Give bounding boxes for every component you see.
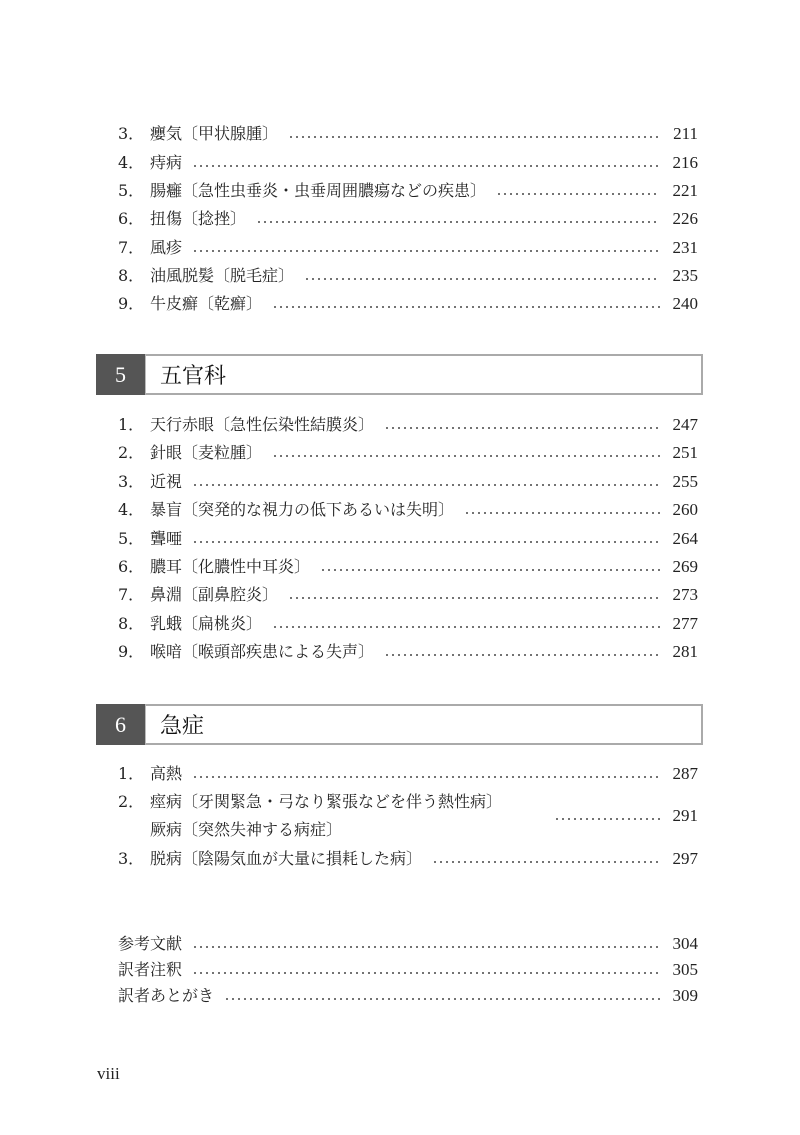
toc-entry[interactable]: [118, 583, 698, 607]
toc-entry-back-matter[interactable]: [118, 958, 698, 982]
dot-leader: [192, 250, 660, 252]
dot-leader: [272, 306, 660, 308]
entry-title: 脱病〔陰陽気血が大量に損耗した病〕: [150, 849, 423, 868]
toc-entry[interactable]: [118, 762, 698, 786]
toc-entry-back-matter[interactable]: [118, 932, 698, 956]
entry-number: 3．: [118, 124, 145, 143]
entry-page: 221: [672, 181, 698, 200]
entry-number: 2．: [118, 443, 145, 462]
entry-title: 参考文献: [118, 934, 183, 953]
entry-number: 9．: [118, 294, 145, 313]
dot-leader: [272, 455, 660, 457]
dot-leader: [272, 626, 660, 628]
toc-entry[interactable]: [118, 151, 698, 175]
entry-title: 風疹: [150, 238, 183, 257]
entry-title: 腸癰〔急性虫垂炎・虫垂周囲膿瘍などの疾患〕: [150, 181, 487, 200]
dot-leader: [192, 484, 660, 486]
entry-page: 255: [672, 472, 698, 491]
entry-title: 膿耳〔化膿性中耳炎〕: [150, 557, 311, 576]
entry-page: 309: [672, 986, 698, 1005]
dot-leader: [192, 541, 660, 543]
entry-number: 4．: [118, 500, 145, 519]
entry-page: 240: [672, 294, 698, 313]
toc-entry[interactable]: [118, 292, 698, 316]
entry-number: 8．: [118, 614, 145, 633]
entry-title: 訳者あとがき: [118, 986, 215, 1005]
entry-title: 痔病: [150, 153, 183, 172]
dot-leader: [432, 861, 660, 863]
dot-leader: [192, 165, 660, 167]
entry-title: 天行赤眼〔急性伝染性結膜炎〕: [150, 415, 375, 434]
entry-page: 264: [672, 529, 698, 548]
entry-number: 9．: [118, 642, 145, 661]
dot-leader: [192, 776, 660, 778]
toc-entry[interactable]: [118, 612, 698, 636]
toc-entry[interactable]: [118, 527, 698, 551]
dot-leader: [288, 597, 660, 599]
toc-entry[interactable]: [118, 236, 698, 260]
entry-title: 乳蛾〔扁桃炎〕: [150, 614, 263, 633]
entry-number: 6．: [118, 557, 145, 576]
entry-number: 7．: [118, 238, 145, 257]
dot-leader: [288, 136, 660, 138]
toc-entry[interactable]: [118, 441, 698, 465]
toc-entry[interactable]: [118, 413, 698, 437]
dot-leader: [384, 654, 660, 656]
entry-title: 牛皮癬〔乾癬〕: [150, 294, 263, 313]
toc-entry[interactable]: [118, 470, 698, 494]
page-folio: viii: [97, 1064, 120, 1083]
entry-title: 針眼〔麦粒腫〕: [150, 443, 263, 462]
entry-page: 304: [672, 934, 698, 953]
entry-page: 287: [672, 764, 698, 783]
entry-page: 231: [672, 238, 698, 257]
entry-page: 247: [672, 415, 698, 434]
toc-entry[interactable]: [118, 179, 698, 203]
entry-page: 251: [672, 443, 698, 462]
toc-entry-multiline[interactable]: [118, 790, 698, 842]
entry-number: 5．: [118, 529, 145, 548]
dot-leader: [320, 569, 660, 571]
entry-number: 5．: [118, 181, 145, 200]
dot-leader: [224, 998, 660, 1000]
entry-page: 216: [672, 153, 698, 172]
section-number-badge: 5: [96, 354, 145, 395]
entry-title: 油風脱髪〔脱毛症〕: [150, 266, 295, 285]
entry-title: 訳者注釈: [118, 960, 183, 979]
entry-title-secondary: 厥病〔突然失神する病症〕: [150, 820, 343, 839]
toc-entry[interactable]: [118, 122, 698, 146]
toc-entry[interactable]: [118, 847, 698, 871]
entry-number: 8．: [118, 266, 145, 285]
entry-number: 4．: [118, 153, 145, 172]
entry-title: 癭気〔甲状腺腫〕: [150, 124, 279, 143]
entry-number: 3．: [118, 849, 145, 868]
entry-number: 1．: [118, 764, 145, 783]
section-title: 急症: [145, 704, 703, 745]
toc-entry[interactable]: [118, 264, 698, 288]
entry-title: 暴盲〔突発的な視力の低下あるいは失明〕: [150, 500, 455, 519]
entry-page: 277: [672, 614, 698, 633]
section-header-5[interactable]: [96, 354, 703, 395]
entry-page: 281: [672, 642, 698, 661]
toc-entry[interactable]: [118, 555, 698, 579]
entry-number: 3．: [118, 472, 145, 491]
entry-page: 235: [672, 266, 698, 285]
entry-title: 扭傷〔捻挫〕: [150, 209, 247, 228]
entry-page: 297: [672, 849, 698, 868]
toc-entry-back-matter[interactable]: [118, 984, 698, 1008]
entry-number: 7．: [118, 585, 145, 604]
entry-number: 1．: [118, 415, 145, 434]
entry-page: 226: [672, 209, 698, 228]
section-header-6[interactable]: [96, 704, 703, 745]
entry-page: 260: [672, 500, 698, 519]
entry-title: 喉喑〔喉頭部疾患による失声〕: [150, 642, 375, 661]
entry-page: 269: [672, 557, 698, 576]
dot-leader: [554, 818, 660, 820]
section-number-badge: 6: [96, 704, 145, 745]
toc-entry[interactable]: [118, 207, 698, 231]
entry-title: 鼻淵〔副鼻腔炎〕: [150, 585, 279, 604]
dot-leader: [192, 946, 660, 948]
entry-title: 高熱: [150, 764, 183, 783]
entry-number: 6．: [118, 209, 145, 228]
dot-leader: [496, 193, 660, 195]
entry-page: 305: [672, 960, 698, 979]
entry-title: 聾唖: [150, 529, 183, 548]
dot-leader: [384, 427, 660, 429]
toc-entry[interactable]: [118, 640, 698, 664]
toc-entry[interactable]: [118, 498, 698, 522]
entry-page: 291: [672, 806, 698, 825]
section-title: 五官科: [145, 354, 703, 395]
dot-leader: [464, 512, 660, 514]
entry-title: 痙病〔牙関緊急・弓なり緊張などを伴う熱性病〕: [150, 792, 503, 811]
entry-page: 273: [672, 585, 698, 604]
dot-leader: [192, 972, 660, 974]
dot-leader: [256, 221, 660, 223]
entry-title: 近視: [150, 472, 183, 491]
dot-leader: [304, 278, 660, 280]
entry-number: 2．: [118, 792, 145, 811]
entry-page: 211: [673, 124, 698, 143]
